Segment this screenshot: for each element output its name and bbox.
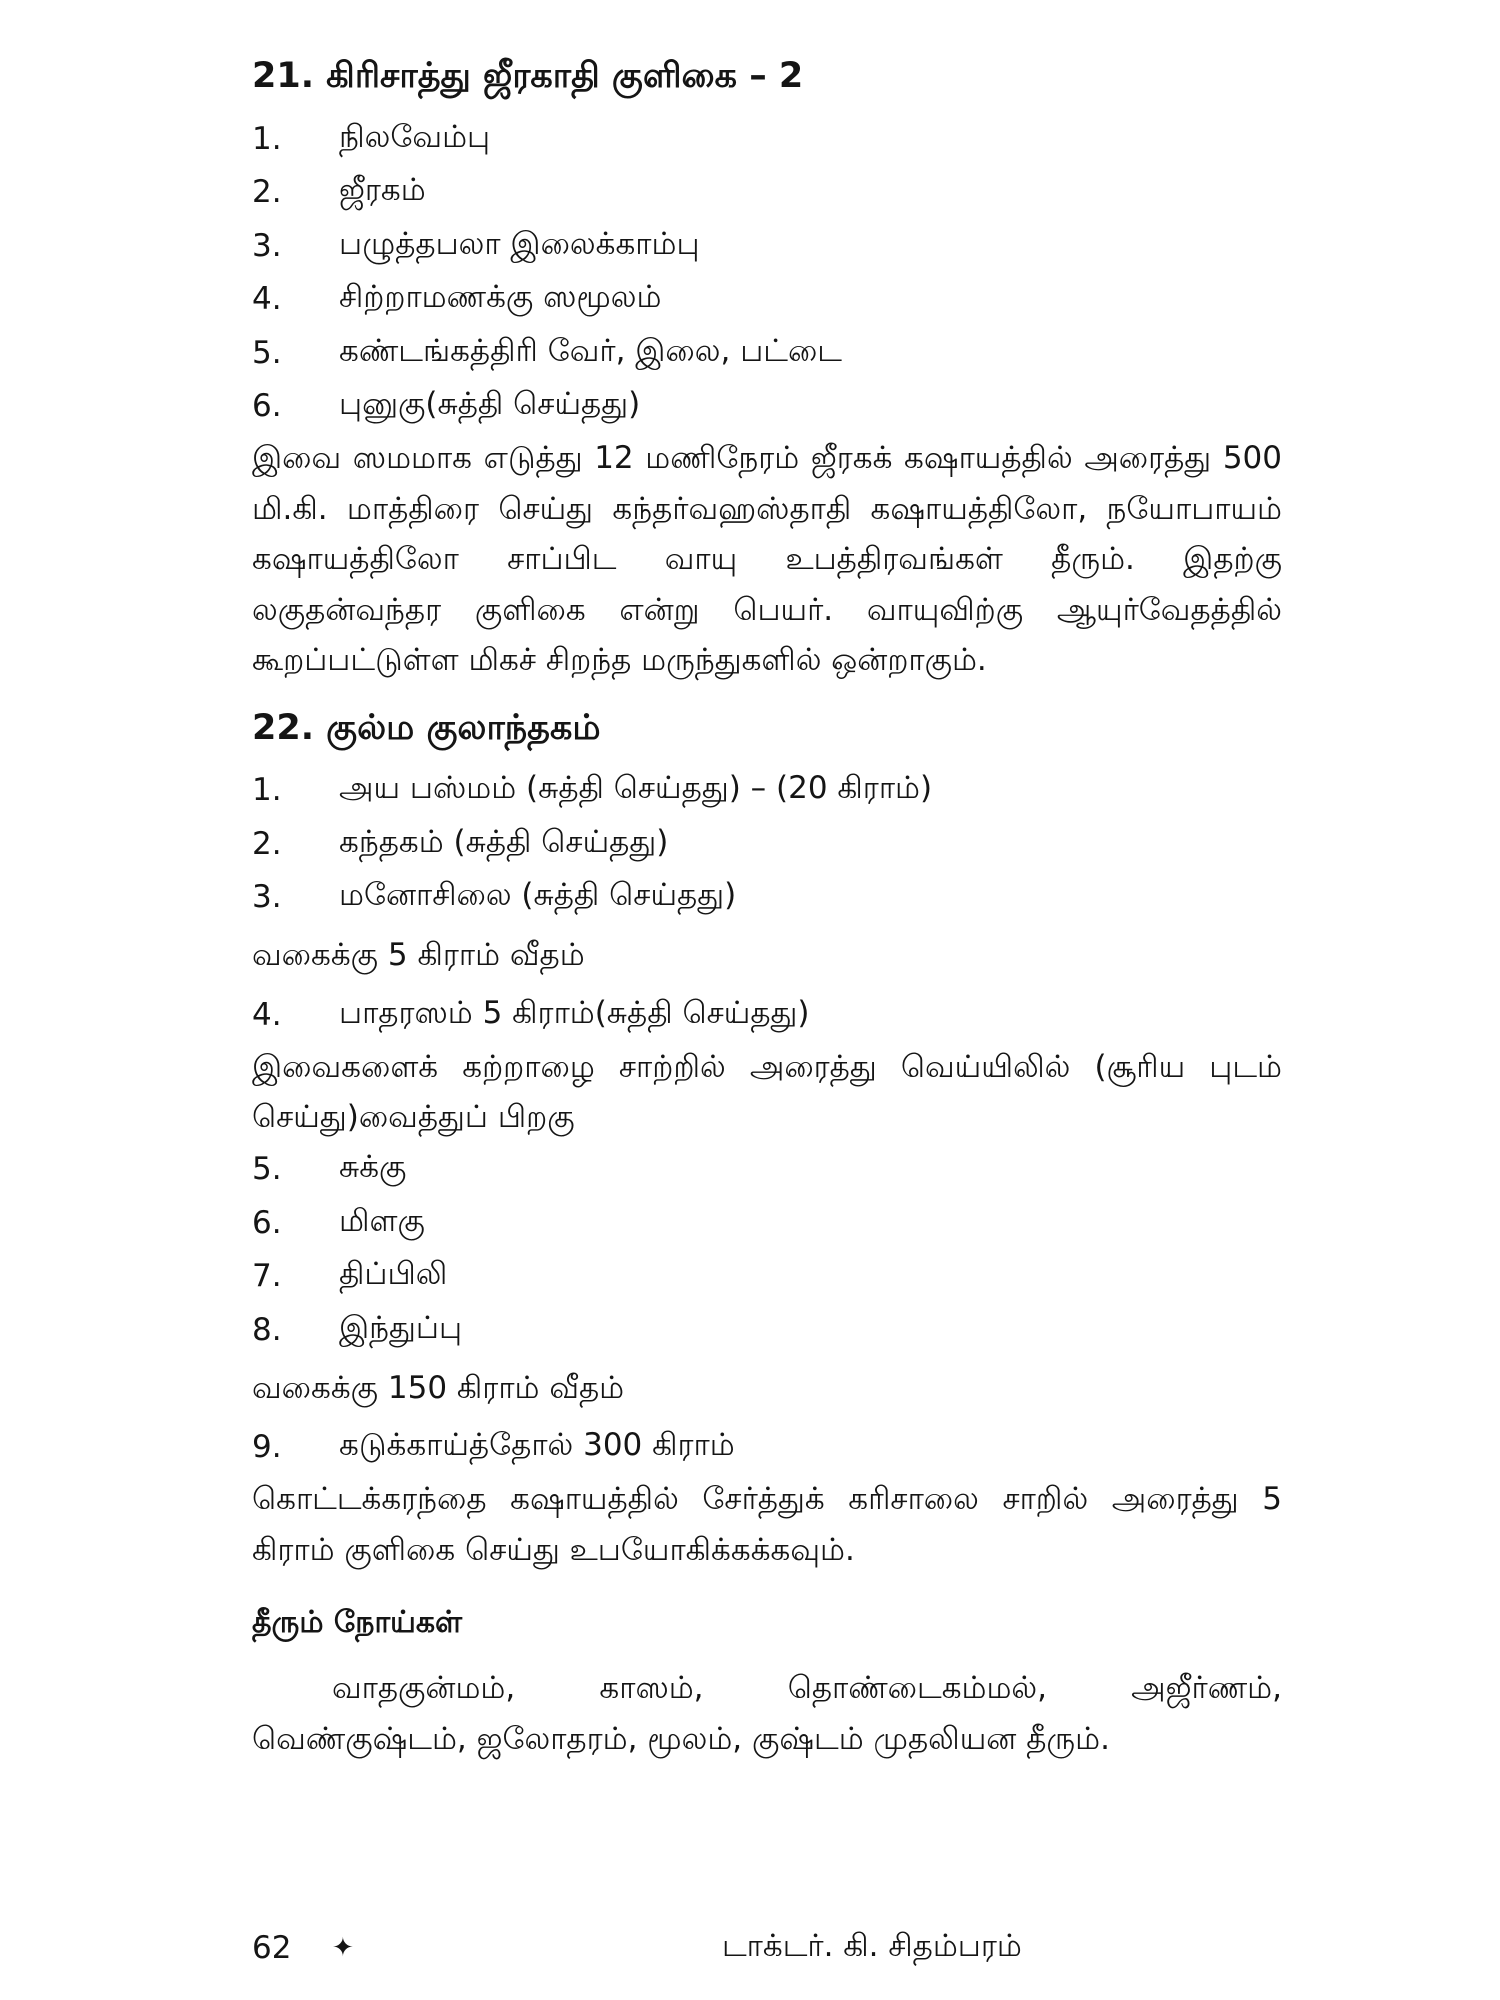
cured-diseases-heading: தீரும் நோய்கள் bbox=[252, 1605, 463, 1640]
item-number: 6. bbox=[252, 1204, 282, 1241]
cured-diseases-paragraph: வாதகுன்மம், காஸம், தொண்டைகம்மல், அஜீர்ணம், வெண்குஷ்டம், ஜலோதரம், மூலம், குஷ்டம் முதலியன தீரும். bbox=[252, 1670, 1282, 1757]
item-text: பழுத்தபலா இலைக்காம்பு bbox=[339, 225, 700, 262]
item-text: மிளகு bbox=[339, 1202, 425, 1239]
ingredient-item bbox=[252, 817, 1282, 871]
section-22-quantity-note-a: வகைக்கு 5 கிராம் வீதம் bbox=[252, 937, 585, 973]
ingredient-item bbox=[252, 1250, 1282, 1304]
page-content bbox=[252, 52, 1282, 1764]
section-22-ingredient-list-a bbox=[252, 764, 1282, 925]
item-text: நிலவேம்பு bbox=[339, 118, 491, 155]
ingredient-item bbox=[252, 988, 1282, 1042]
item-number: 7. bbox=[252, 1258, 282, 1295]
ingredient-item bbox=[252, 219, 1282, 273]
item-text: மனோசிலை (சுத்தி செய்தது) bbox=[339, 877, 737, 914]
item-text: கடுக்காய்த்தோல் 300 கிராம் bbox=[339, 1427, 735, 1464]
ingredient-item bbox=[252, 326, 1282, 380]
item-text: சிற்றாமணக்கு ஸமூலம் bbox=[339, 279, 662, 316]
section-21-paragraph: இவை ஸமமாக எடுத்து 12 மணிநேரம் ஜீரகக் கஷாயத்தில் அரைத்து 500 மி.கி. மாத்திரை செய்து கந்தர்வஹஸ்தாதி கஷாயத்திலோ, நயோபாயம் கஷாயத்திலோ சாப்பிட வாயு உபத்திரவங்கள் தீரும். இதற்கு லகுதன்வந்தர குளிகை என்று பெயர். வாயுவிற்கு ஆயுர்வேதத்தில் கூறப்பட்டுள்ள மிகச் சிறந்த மருந்துகளில் ஒன்றாகும். bbox=[252, 440, 1282, 678]
item-text: புனுகு(சுத்தி செய்தது) bbox=[339, 386, 641, 423]
item-number: 3. bbox=[252, 879, 282, 916]
section-21-title: 21. கிரிசாத்து ஜீரகாதி குளிகை – 2 bbox=[252, 56, 804, 96]
item-text: பாதரஸம் 5 கிராம்(சுத்தி செய்தது) bbox=[339, 994, 810, 1031]
item-number: 2. bbox=[252, 825, 282, 862]
section-22-ingredient-list-b bbox=[252, 988, 1282, 1042]
item-number: 5. bbox=[252, 1151, 282, 1188]
section-22-title: 22. குல்ம குலாந்தகம் bbox=[252, 707, 601, 748]
item-number: 9. bbox=[252, 1429, 282, 1466]
ingredient-item bbox=[252, 166, 1282, 220]
section-22-ingredient-list-c bbox=[252, 1143, 1282, 1357]
item-number: 4. bbox=[252, 996, 282, 1033]
section-22-paragraph-b: இவைகளைக் கற்றாழை சாற்றில் அரைத்து வெய்யிலில் (சூரிய புடம் செய்து)வைத்துப் பிறகு bbox=[252, 1048, 1282, 1135]
item-text: கந்தகம் (சுத்தி செய்தது) bbox=[339, 823, 669, 860]
item-number: 5. bbox=[252, 334, 282, 371]
page-footer bbox=[252, 1924, 1072, 1972]
item-number: 1. bbox=[252, 120, 282, 157]
item-number: 2. bbox=[252, 174, 282, 211]
ingredient-item bbox=[252, 1196, 1282, 1250]
item-text: சுக்கு bbox=[339, 1149, 407, 1186]
item-text: கண்டங்கத்திரி வேர், இலை, பட்டை bbox=[339, 332, 842, 369]
section-21-ingredient-list bbox=[252, 112, 1282, 433]
ingredient-item bbox=[252, 1143, 1282, 1197]
item-number: 3. bbox=[252, 227, 282, 264]
ingredient-item bbox=[252, 871, 1282, 925]
section-22-quantity-note-c: வகைக்கு 150 கிராம் வீதம் bbox=[252, 1369, 625, 1406]
item-text: அய பஸ்மம் (சுத்தி செய்தது) – (20 கிராம்) bbox=[339, 770, 933, 807]
item-number: 1. bbox=[252, 772, 282, 809]
item-text: திப்பிலி bbox=[339, 1256, 448, 1293]
section-22-paragraph-d: கொட்டக்கரந்தை கஷாயத்தில் சேர்த்துக் கரிசாலை சாறில் அரைத்து 5 கிராம் குளிகை செய்து உபயோகிக்கக்கவும். bbox=[252, 1481, 1282, 1568]
ornament-icon: ✦ bbox=[332, 1933, 354, 1963]
author-name: டாக்டர். கி. சிதம்பரம் bbox=[722, 1928, 1022, 1964]
item-number: 6. bbox=[252, 388, 282, 425]
section-22-ingredient-list-d bbox=[252, 1421, 1282, 1475]
ingredient-item bbox=[252, 1421, 1282, 1475]
ingredient-item bbox=[252, 273, 1282, 327]
item-text: ஜீரகம் bbox=[339, 172, 426, 209]
item-text: இந்துப்பு bbox=[339, 1309, 463, 1346]
item-number: 4. bbox=[252, 281, 282, 318]
item-number: 8. bbox=[252, 1311, 282, 1348]
ingredient-item bbox=[252, 1303, 1282, 1357]
ingredient-item bbox=[252, 112, 1282, 166]
ingredient-item bbox=[252, 380, 1282, 434]
page-number: 62 bbox=[252, 1930, 292, 1966]
ingredient-item bbox=[252, 764, 1282, 818]
